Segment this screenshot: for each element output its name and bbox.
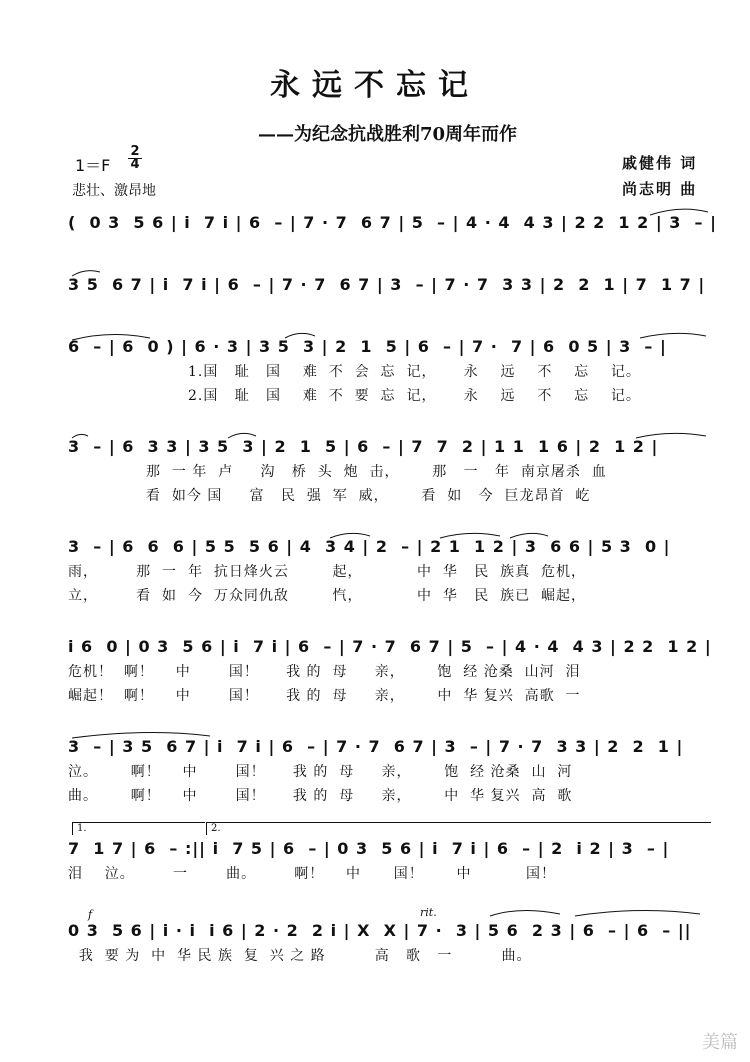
score-system-2 xyxy=(68,272,704,298)
notes-line: i 6 0 | 0 3 5 6 | i 7 i | 6 – | 7 · 7 6 7 | 5 – | 4 · 4 4 3 | 2 2 1 2 | xyxy=(68,637,712,656)
notes-line: 0 3 5 6 | i · i i 6 | 2 · 2 2 i | X X | 7 · 3 | 5 6 2 3 | 6 – | 6 – || xyxy=(68,921,692,940)
score-system-8 xyxy=(68,836,704,886)
song-subtitle: ——为纪念抗战胜利70周年而作 xyxy=(258,124,518,145)
score-system-1 xyxy=(68,210,717,236)
score-system-4 xyxy=(68,434,704,508)
time-signature xyxy=(128,146,142,171)
lyric-line: 泪 泣。 一 曲。 啊！ 中 国！ 中 国！ xyxy=(68,866,556,882)
lyric-verse-1: 那 一 年 卢 沟 桥 头 炮 击， 那 一 年 南京屠杀 血 xyxy=(146,464,607,480)
score-system-5 xyxy=(68,534,704,608)
lyric-line: 我 要 为 中 华 民 族 复 兴 之 路 高 歌 一 曲。 xyxy=(68,948,532,964)
lyric-verse-2: 立， 看 如 今 万众同仇敌 忾， 中 华 民 族已 崛起， xyxy=(68,588,587,604)
notes-line: 6 – | 6 0 ) | 6 · 3 | 3 5 3 | 2 1 5 | 6 – | 7 · 7 | 6 0 5 | 3 – | xyxy=(68,337,667,356)
lyric-verse-2: 崛起！ 啊！ 中 国！ 我 的 母 亲， 中 华 复兴 高歌 一 xyxy=(68,688,581,704)
notes-line: 7 1 7 | 6 – :|| i 7 5 | 6 – | 0 3 5 6 | i 7 i | 6 – | 2 i 2 | 3 – | xyxy=(68,839,670,858)
score-system-9 xyxy=(68,918,704,968)
score-system-7 xyxy=(68,734,704,808)
volta-2: 2. xyxy=(206,822,711,835)
lyricist-credit: 戚健伟 词 xyxy=(622,154,698,172)
ritardando-mark: rit. xyxy=(420,906,437,919)
lyric-verse-1: 1.国 耻 国 难 不 会 忘 记， 永 远 不 忘 记。 xyxy=(188,364,641,380)
notes-line: 3 – | 3 5 6 7 | i 7 i | 6 – | 7 · 7 6 7 | 3 – | 7 · 7 3 3 | 2 2 1 | xyxy=(68,737,684,756)
volta-1: 1. xyxy=(72,822,205,835)
lyric-verse-1: 雨， 那 一 年 抗日烽火云 起， 中 华 民 族真 危机， xyxy=(68,564,587,580)
time-sig-bottom: 4 xyxy=(128,158,142,171)
lyric-verse-1: 危机！ 啊！ 中 国！ 我 的 母 亲， 饱 经 沧桑 山河 泪 xyxy=(68,664,581,680)
lyric-verse-2: 曲。 啊！ 中 国！ 我 的 母 亲， 中 华 复兴 高 歌 xyxy=(68,788,573,804)
notes-line: 3 – | 6 3 3 | 3 5 3 | 2 1 5 | 6 – | 7 7 2 | 1 1 1 6 | 2 1 2 | xyxy=(68,437,659,456)
notes-line: 3 – | 6 6 6 | 5 5 5 6 | 4 3 4 | 2 – | 2 1 1 2 | 3 6 6 | 5 3 0 | xyxy=(68,537,671,556)
composer-credit: 尚志明 曲 xyxy=(622,180,698,198)
notes-line: ( 0 3 5 6 | i 7 i | 6 – | 7 · 7 6 7 | 5 – | 4 · 4 4 3 | 2 2 1 2 | 3 – | xyxy=(68,213,717,232)
score-system-3 xyxy=(68,334,704,408)
tempo-mood: 悲壮、激昂地 xyxy=(72,183,156,199)
song-title: 永远不忘记 xyxy=(270,68,480,103)
notes-line: 3 5 6 7 | i 7 i | 6 – | 7 · 7 6 7 | 3 – | 7 · 7 3 3 | 2 2 1 | 7 1 7 | xyxy=(68,275,706,294)
lyric-verse-1: 泣。 啊！ 中 国！ 我 的 母 亲， 饱 经 沧桑 山 河 xyxy=(68,764,573,780)
watermark-logo: 美篇 xyxy=(702,1032,738,1053)
lyric-verse-2: 2.国 耻 国 难 不 要 忘 记， 永 远 不 忘 记。 xyxy=(188,388,641,404)
dynamic-forte: f xyxy=(88,908,93,921)
time-sig-top: 2 xyxy=(130,144,140,159)
lyric-verse-2: 看 如今 国 富 民 强 军 威， 看 如 今 巨龙昂首 屹 xyxy=(146,488,591,504)
score-system-6 xyxy=(68,634,712,708)
key-signature: 1＝F xyxy=(75,156,111,175)
